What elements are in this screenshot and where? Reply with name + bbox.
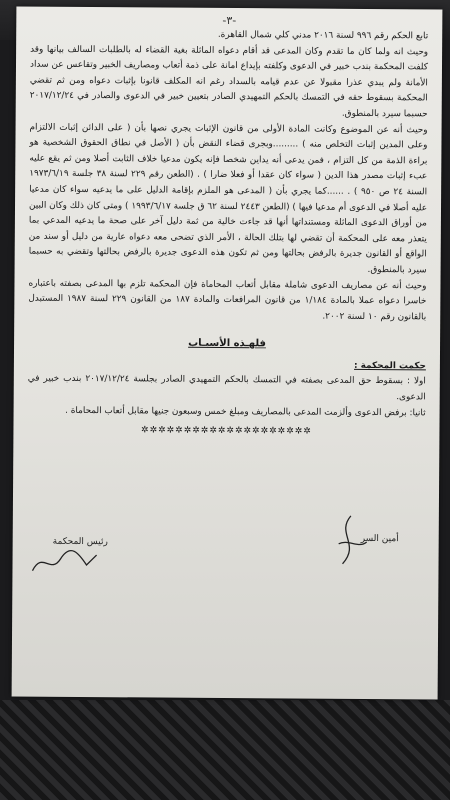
carpet-background bbox=[0, 700, 450, 800]
reasons-title: فلهـذه الأسبـاب bbox=[188, 338, 267, 350]
president-signature bbox=[30, 547, 100, 577]
document-body bbox=[27, 27, 428, 446]
court-ruled-label: حكمت المحكمة : bbox=[354, 360, 426, 372]
president-signature-block bbox=[53, 537, 108, 547]
paragraph-costs: وحيث أنه عن مصاريف الدعوى شاملة مقابل أتعاب المحاماة فإن المحكمة تلزم بها المدعى بصفته باعتباره خاسرا دعواه عملا بالمادة ١/١٨٤ من قانون المرافعات والمادة ١٨٧ من القانون ٢٢٩ لسنة ١٩٨٧ المستبدل بالقانون رقم ١٠ لسنة ٢٠٠٢. bbox=[28, 278, 427, 323]
ruling-first: اولا : بسقوط حق المدعى بصفته في التمسك بالحكم التمهيدي الصادر بجلسة ٢٠١٧/١٢/٢٤ بندب خبير في الدعوى. bbox=[27, 374, 426, 403]
ruling-second: ثانيا: برفض الدعوى وألزمت المدعى بالمصاريف ومبلغ خمس وسبعون جنيها مقابل أتعاب المحاماة . bbox=[65, 405, 426, 419]
paragraph-expert-fee: وحيث انه ولما كان ما تقدم وكان المدعى قد أقام دعواه الماثلة بغية القضاء له بالطلبات السالف بيانها وقد كلفت المحكمة بندب خبير في الدعوى وكلفته بإيداع امانة على ذمة أتعاب ومصاريف الخبير وتقاعس عن سداد الأمانة ولم يبدي عذرا مقبولا عن عدم قيامه بالسداد رغم انه المكلف قانونا بإثبات دعواه ومن ثم تقضي المحكمة بسقوط حقه في التمسك بالحكم التمهيدي الصادر بتعيين خبير في الدعوى والصادر في ٢٠١٧/١٢/٢٤ حسبما سيرد بالمنطوق. bbox=[29, 44, 429, 120]
president-label: رئيس المحكمة bbox=[52, 536, 108, 548]
document-page bbox=[12, 7, 443, 700]
secretary-signature bbox=[330, 514, 370, 569]
secretary-label: أمين السر bbox=[360, 533, 399, 545]
page-number: -٣- bbox=[222, 13, 237, 28]
stars-divider: ✲✲✲✲✲✲✲✲✲✲✲✲✲✲✲✲✲✲✲✲ bbox=[140, 425, 312, 437]
secretary-signature-block bbox=[361, 534, 399, 544]
paragraph-merits: وحيث أنه عن الموضوع وكانت المادة الأولى من قانون الإثبات يجري نصها بأن ( على الدائن إثبات الالتزام وعلى المدين إثبات التخلص منه ) .........وبجرى قضاء النقض بأن ( الأصل في نطاق الحقوق الشخصية هو براءة الذمة من كل التزام ، فمن يدعى أنه يداين شخصا فإنه يكون مدعيا خلاف الثابت أصلا ومن ثم يقع عليه عبء إثبات مصدر هذا الدين ( سواء كان عقدا أو فعلا ضارا ) . (الطعن رقم ٢٢٩ لسنة ٣٨ جلسة ١٩٧٣/٦/١٩ السنة ٢٤ ص ٩٥٠ ) . ......كما يجري بأن ( المدعى هو الملزم بإقامة الدليل على ما يدعيه سواء كان مدعيا عليه أصلا في الدعوى أم مدعيا فيها ) (الطعن ٢٤٤٣ لسنة ٦٢ ق جلسة ١٩٩٣/٦/١٧ ) ومتى كان ذلك وكان البين من أوراق الدعوى الماثلة ومستنداتها أنها قد جاءت خالية من ثمة دليل آخر على صحة ما يدعيه المدعي بما يتعذر معه على المحكمة أن تقضي لها بتلك الحالة ، الأمر الذي تضحى معه دعواه عارية من دليل أو سند من الواقع أو القانون جديرة بالرفض بحالتها ومن ثم تكون هذه الدعوى جديرة بالرفض بحالتها وتقضي به حسبما سيرد بالمنطوق. bbox=[28, 122, 428, 276]
case-header: تابع الحكم رقم ٩٩٦ لسنة ٢٠١٦ مدني كلي شمال القاهرة. bbox=[217, 29, 429, 42]
